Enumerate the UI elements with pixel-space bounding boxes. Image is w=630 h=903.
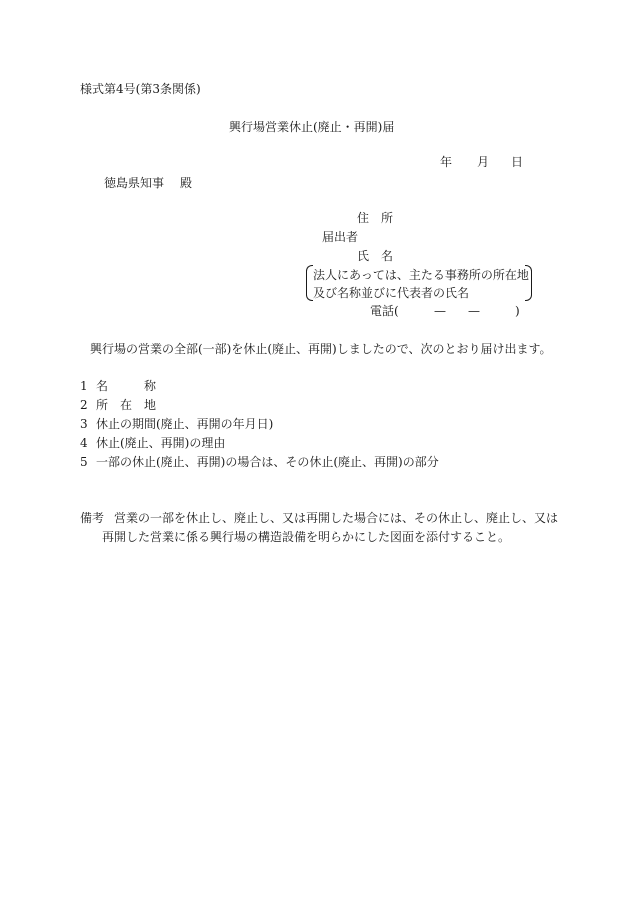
corp-note-line-1: 法人にあっては、主たる事務所の所在地 xyxy=(313,268,529,282)
body-text: 興行場の営業の全部(一部)を休止(廃止、再開)しましたので、次のとおり届け出ます。 xyxy=(90,342,552,356)
item-label: 所 在 地 xyxy=(96,398,157,412)
phone-dash-1: — xyxy=(434,304,446,318)
addressee-honorific: 殿 xyxy=(180,176,193,190)
remarks-line-2: 再開した営業に係る興行場の構造設備を明らかにした図面を添付すること。 xyxy=(102,530,511,544)
date-month: 月 xyxy=(477,155,490,169)
date-day: 日 xyxy=(511,155,524,169)
item-label: 名 称 xyxy=(96,379,157,393)
right-brace xyxy=(525,265,532,301)
address-label: 住 所 xyxy=(357,211,394,225)
remarks-label: 備考 xyxy=(80,511,105,525)
phone-dash-2: — xyxy=(468,304,480,318)
form-number: 様式第4号(第3条関係) xyxy=(80,82,201,96)
item-label: 一部の休止(廃止、再開)の場合は、その休止(廃止、再開)の部分 xyxy=(96,455,439,469)
item-number: 1 xyxy=(80,379,88,393)
item-number: 2 xyxy=(80,398,88,412)
phone-label: 電話( xyxy=(370,304,399,318)
item-number: 3 xyxy=(80,417,88,431)
item-label: 休止(廃止、再開)の理由 xyxy=(96,436,226,450)
item-label: 休止の期間(廃止、再開の年月日) xyxy=(96,417,274,431)
addressee-name: 徳島県知事 xyxy=(104,176,165,190)
date-year: 年 xyxy=(440,155,453,169)
page-title: 興行場営業休止(廃止・再開)届 xyxy=(229,120,395,134)
left-brace xyxy=(306,265,313,301)
phone-close: ) xyxy=(515,304,520,318)
applicant-label: 届出者 xyxy=(322,230,359,244)
remarks-line-1: 営業の一部を休止し、廃止し、又は再開した場合には、その休止し、廃止し、又は xyxy=(114,511,559,525)
corp-note-line-2: 及び名称並びに代表者の氏名 xyxy=(313,286,470,300)
item-number: 4 xyxy=(80,436,88,450)
item-number: 5 xyxy=(80,455,88,469)
name-label: 氏 名 xyxy=(357,249,394,263)
